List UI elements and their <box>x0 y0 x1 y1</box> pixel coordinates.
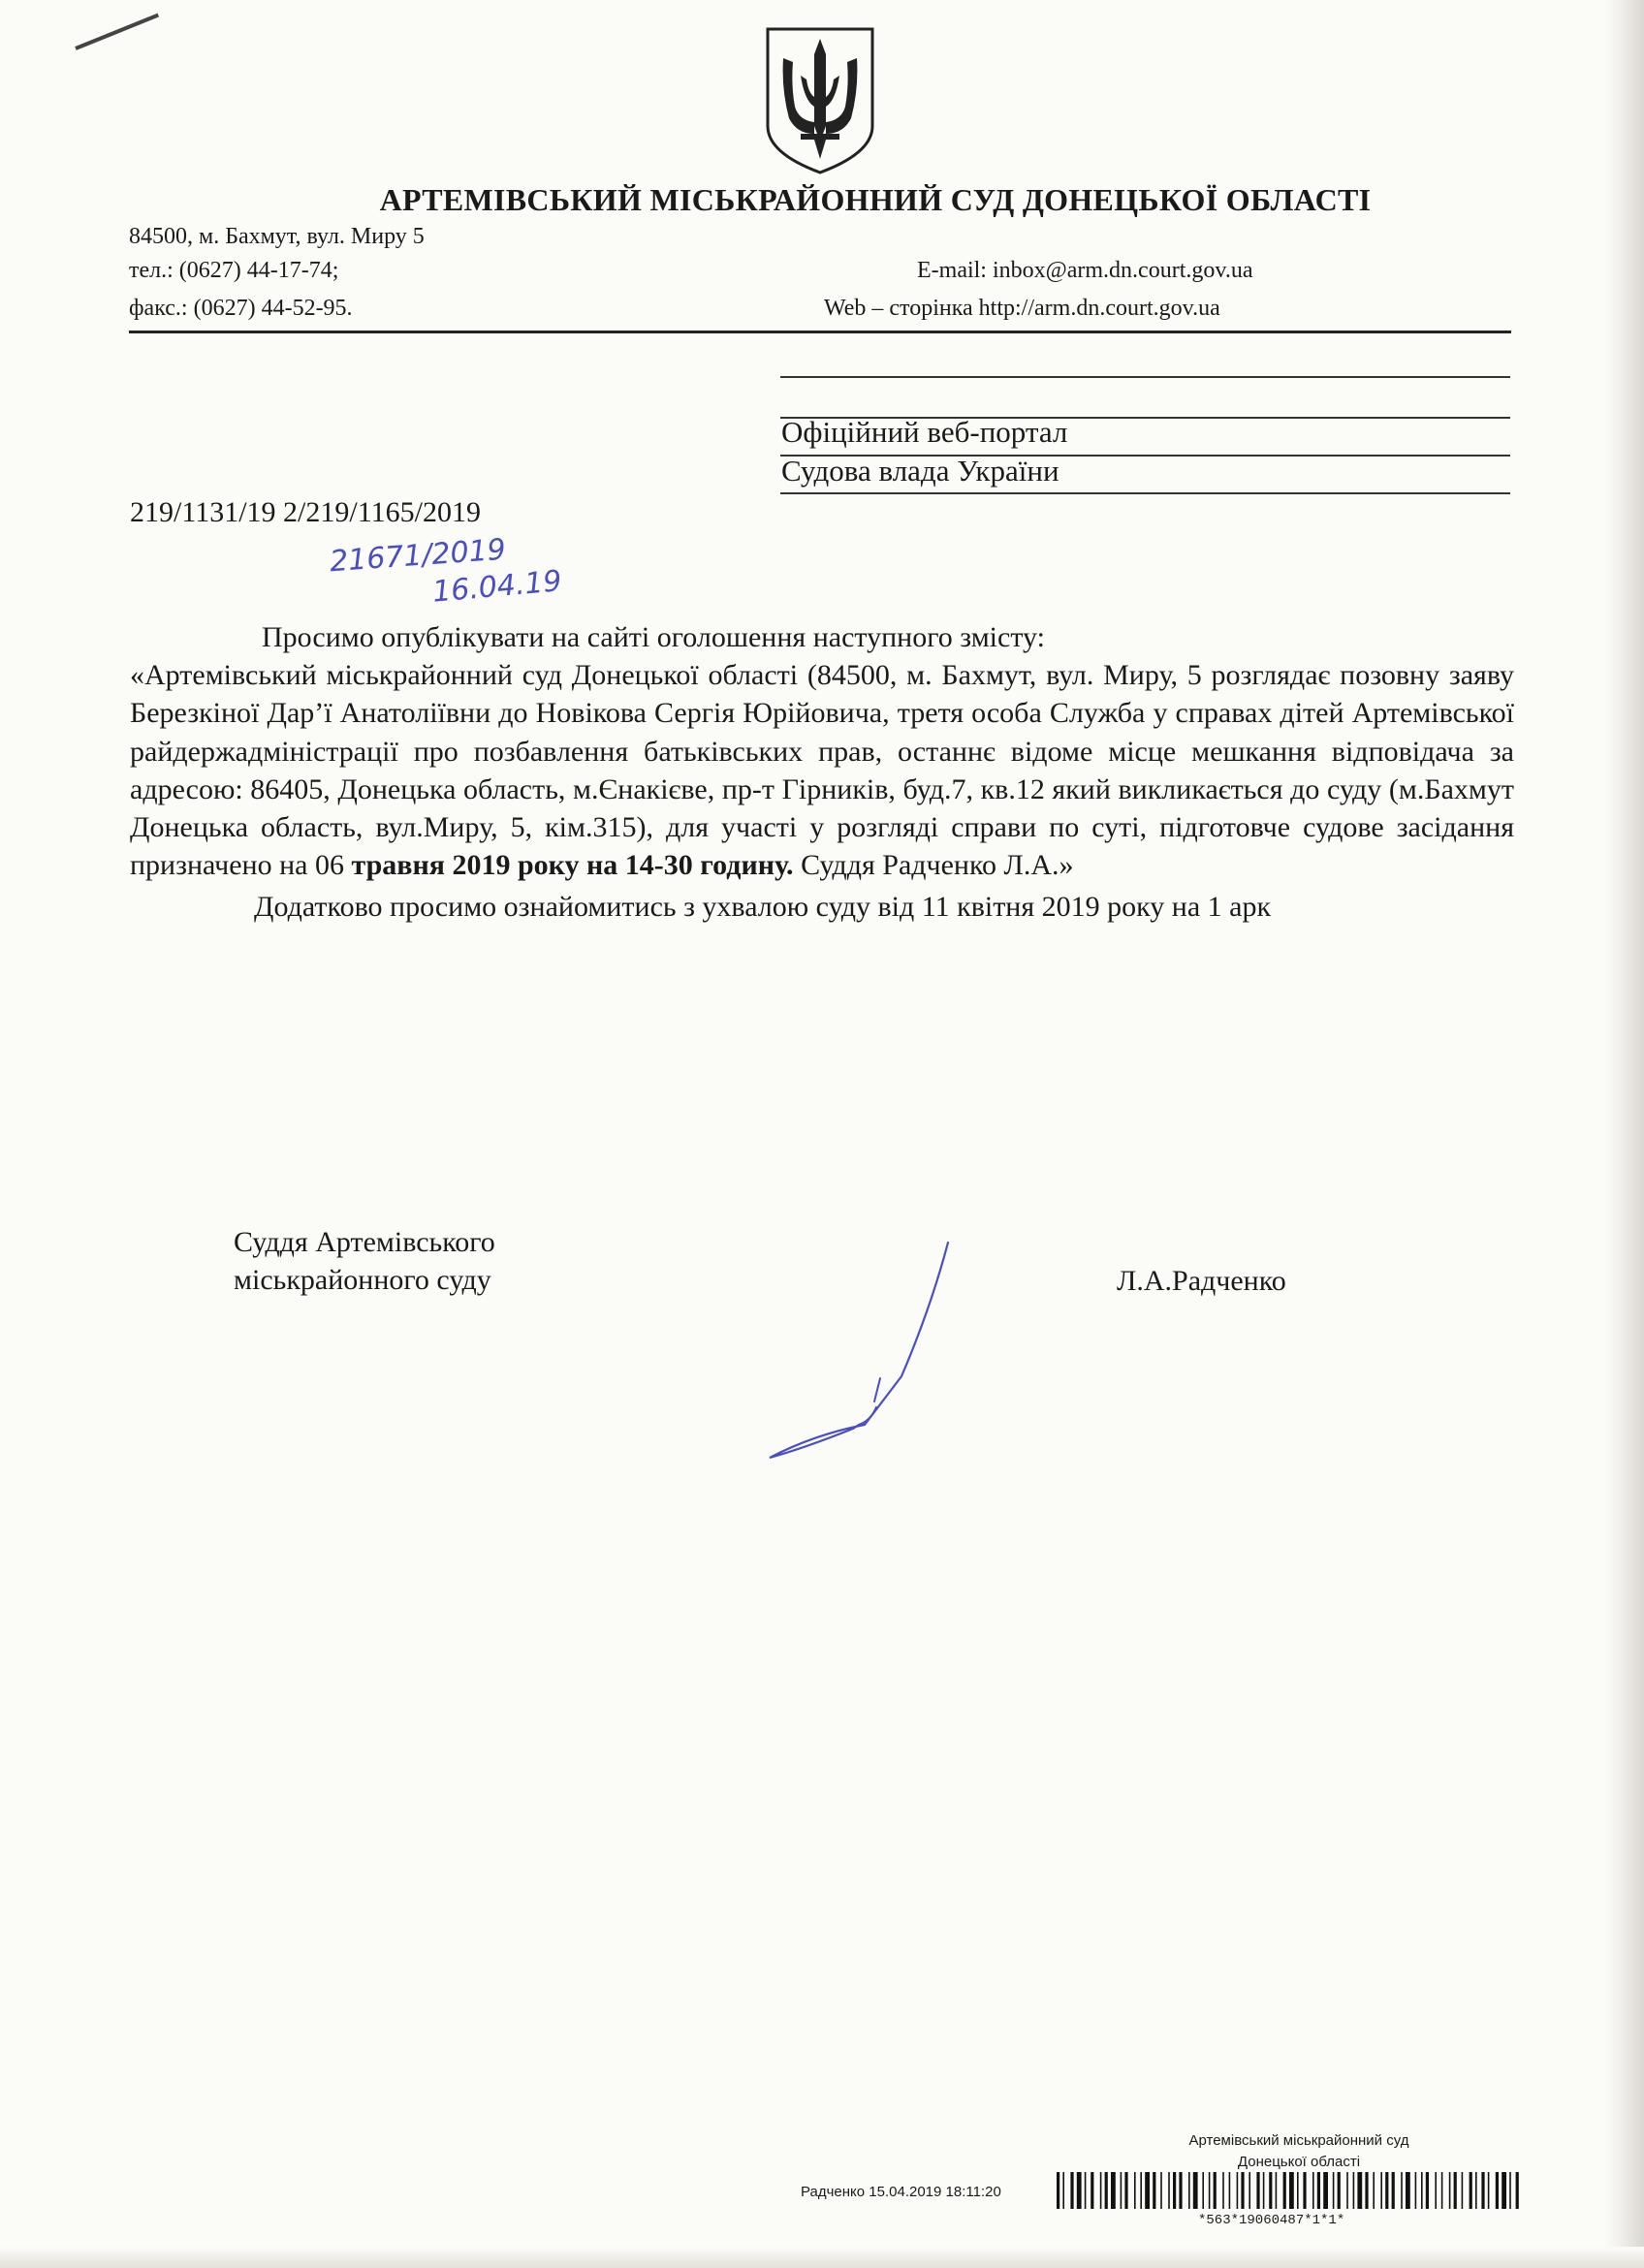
barcode-bar <box>1188 2172 1190 2209</box>
court-phone: тел.: (0627) 44-17-74; <box>129 258 339 283</box>
announcement-text <box>130 656 1514 884</box>
barcode-bar <box>1496 2172 1499 2209</box>
addressee-blank-line <box>780 376 1510 378</box>
court-website: Web – сторінка http://arm.dn.court.gov.ua <box>824 296 1220 321</box>
barcode-bar <box>1406 2172 1410 2209</box>
barcode-bar <box>1462 2172 1464 2209</box>
barcode-bar <box>1241 2172 1244 2209</box>
barcode-bar <box>1214 2172 1217 2209</box>
barcode-bar <box>1168 2172 1170 2209</box>
barcode-bar <box>1153 2172 1155 2209</box>
barcode-bar <box>1070 2172 1073 2209</box>
stamp-court-line-1: Артемівський міськрайонний суд <box>1188 2132 1409 2149</box>
barcode-bar <box>1057 2172 1059 2209</box>
barcode-bar <box>1105 2172 1108 2209</box>
court-email: E-mail: inbox@arm.dn.court.gov.ua <box>917 258 1253 283</box>
barcode-bar <box>1062 2172 1064 2209</box>
barcode-bar <box>1134 2172 1136 2209</box>
barcode-bar <box>1160 2172 1162 2209</box>
barcode-bar <box>1091 2172 1093 2209</box>
barcode-bar <box>1303 2172 1306 2209</box>
barcode-bar <box>1124 2172 1127 2209</box>
barcode-bar <box>1312 2172 1314 2209</box>
registry-stamp-meta: Радченко 15.04.2019 18:11:20 <box>801 2184 1001 2200</box>
barcode-bar <box>1392 2172 1395 2209</box>
barcode-bar <box>1140 2172 1142 2209</box>
barcode-bar <box>1415 2172 1417 2209</box>
barcode-bar <box>1401 2172 1403 2209</box>
barcode-bar <box>1297 2172 1299 2209</box>
barcode-bar <box>1441 2172 1443 2209</box>
judge-name: Л.А.Радченко <box>1117 1265 1286 1297</box>
barcode-bar <box>1353 2172 1355 2209</box>
barcode-bar <box>1111 2172 1116 2209</box>
barcode-number: *563*19060487*1*1* <box>1198 2213 1345 2228</box>
barcode-bar <box>1249 2172 1250 2209</box>
addressee-line-2: Судова влада України <box>781 454 1059 488</box>
barcode-bar <box>1209 2172 1211 2209</box>
barcode-bar <box>1481 2172 1484 2209</box>
addressee-underline <box>780 492 1510 494</box>
barcode-bar <box>1289 2172 1294 2209</box>
barcode-bar <box>1454 2172 1457 2209</box>
header-divider <box>129 331 1511 333</box>
barcode-bar <box>1385 2172 1388 2209</box>
hearing-date-bold: травня 2019 року на 14-30 годину. <box>351 849 794 882</box>
trident-emblem-icon <box>762 25 878 176</box>
barcode-bar <box>1229 2172 1231 2209</box>
barcode-bar <box>1077 2172 1082 2209</box>
judge-title-line-2: міськрайонного суду <box>234 1264 491 1296</box>
barcode-bar <box>1276 2172 1278 2209</box>
barcode-bar <box>1509 2172 1511 2209</box>
barcode-bar <box>1179 2172 1182 2209</box>
letter-body <box>130 618 1514 927</box>
barcode-bar <box>1263 2172 1265 2209</box>
paper-edge-right <box>1605 0 1644 2268</box>
handwritten-signature <box>698 1231 969 1483</box>
barcode-bar <box>1488 2172 1490 2209</box>
barcode-bar <box>1085 2172 1087 2209</box>
barcode-bar <box>1173 2172 1176 2209</box>
barcode-bar <box>1421 2172 1423 2209</box>
barcode-bar <box>1338 2172 1341 2209</box>
barcode-bar <box>1121 2172 1122 2209</box>
barcode-bar <box>1283 2172 1286 2209</box>
paper-edge-bottom <box>0 2247 1644 2268</box>
handwritten-reg-number: 21671/2019 <box>329 532 507 580</box>
additional-request: Додатково просимо ознайомитись з ухвалою суду від 11 квітня 2019 року на 1 арк <box>254 891 1272 924</box>
document-barcode <box>1057 2172 1524 2209</box>
barcode-bar <box>1516 2172 1519 2209</box>
registry-stamp-court <box>1124 2130 1473 2173</box>
court-name-heading: АРТЕМІВСЬКИЙ МІСЬКРАЙОННИЙ СУД ДОНЕЦЬКОЇ ОБЛАСТІ <box>379 182 1372 217</box>
barcode-bar <box>1256 2172 1259 2209</box>
announcement-part-1: «Артемівський міськрайонний суд Донецької області (84500, м. Бахмут, вул. Миру, 5 розглядає позовну заяву Березкіної Дар’ї Анатоліївни до Новікова Сергія Юрійовича, третя особа Служба у справах дітей Артемівської райдержадміністрації про позбавлення батьківських прав, останнє відоме місце мешкання відповідача за адресою: 86405, Донецька область, м.Єнакієве, пр-т Гірників, буд.7, кв.12 який викликається до суду (м.Бахмут Донецька область, вул.Миру, 5, кім.315), для участі у розгляді справи по суті, підготовче судове засідання призначено на 06 <box>130 659 1514 882</box>
barcode-bar <box>1317 2172 1320 2209</box>
announcement-part-2: Суддя Радченко Л.А.» <box>793 849 1074 882</box>
barcode-bar <box>1145 2172 1150 2209</box>
judge-title-line-1: Суддя Артемівського <box>234 1226 495 1258</box>
barcode-bar <box>1426 2172 1429 2209</box>
pen-mark <box>75 14 159 50</box>
barcode-bar <box>1333 2172 1335 2209</box>
barcode-bar <box>1373 2172 1375 2209</box>
request-intro: Просимо опублікувати на сайті оголошення наступного змісту: <box>262 621 1045 653</box>
addressee-line-1: Офіційний веб-портал <box>781 415 1068 449</box>
stamp-court-line-2: Донецької області <box>1237 2154 1361 2170</box>
court-fax: факс.: (0627) 44-52-95. <box>129 296 353 321</box>
barcode-bar <box>1435 2172 1437 2209</box>
judge-title <box>234 1223 495 1299</box>
barcode-bar <box>1380 2172 1382 2209</box>
handwritten-date: 16.04.19 <box>430 564 563 610</box>
barcode-bar <box>1237 2172 1239 2209</box>
barcode-bar <box>1346 2172 1348 2209</box>
barcode-bar <box>1202 2172 1204 2209</box>
barcode-bar <box>1475 2172 1477 2209</box>
barcode-bar <box>1193 2172 1198 2209</box>
barcode-bar <box>1502 2172 1506 2209</box>
barcode-bar <box>1470 2172 1472 2209</box>
barcode-bar <box>1365 2172 1368 2209</box>
barcode-bar <box>1323 2172 1328 2209</box>
barcode-bar <box>1269 2172 1272 2209</box>
case-numbers: 219/1131/19 2/219/1165/2019 <box>130 496 481 528</box>
barcode-bar <box>1357 2172 1362 2209</box>
barcode-bar <box>1449 2172 1451 2209</box>
barcode-bar <box>1100 2172 1102 2209</box>
barcode-bar <box>1222 2172 1224 2209</box>
court-address: 84500, м. Бахмут, вул. Миру 5 <box>129 224 425 249</box>
